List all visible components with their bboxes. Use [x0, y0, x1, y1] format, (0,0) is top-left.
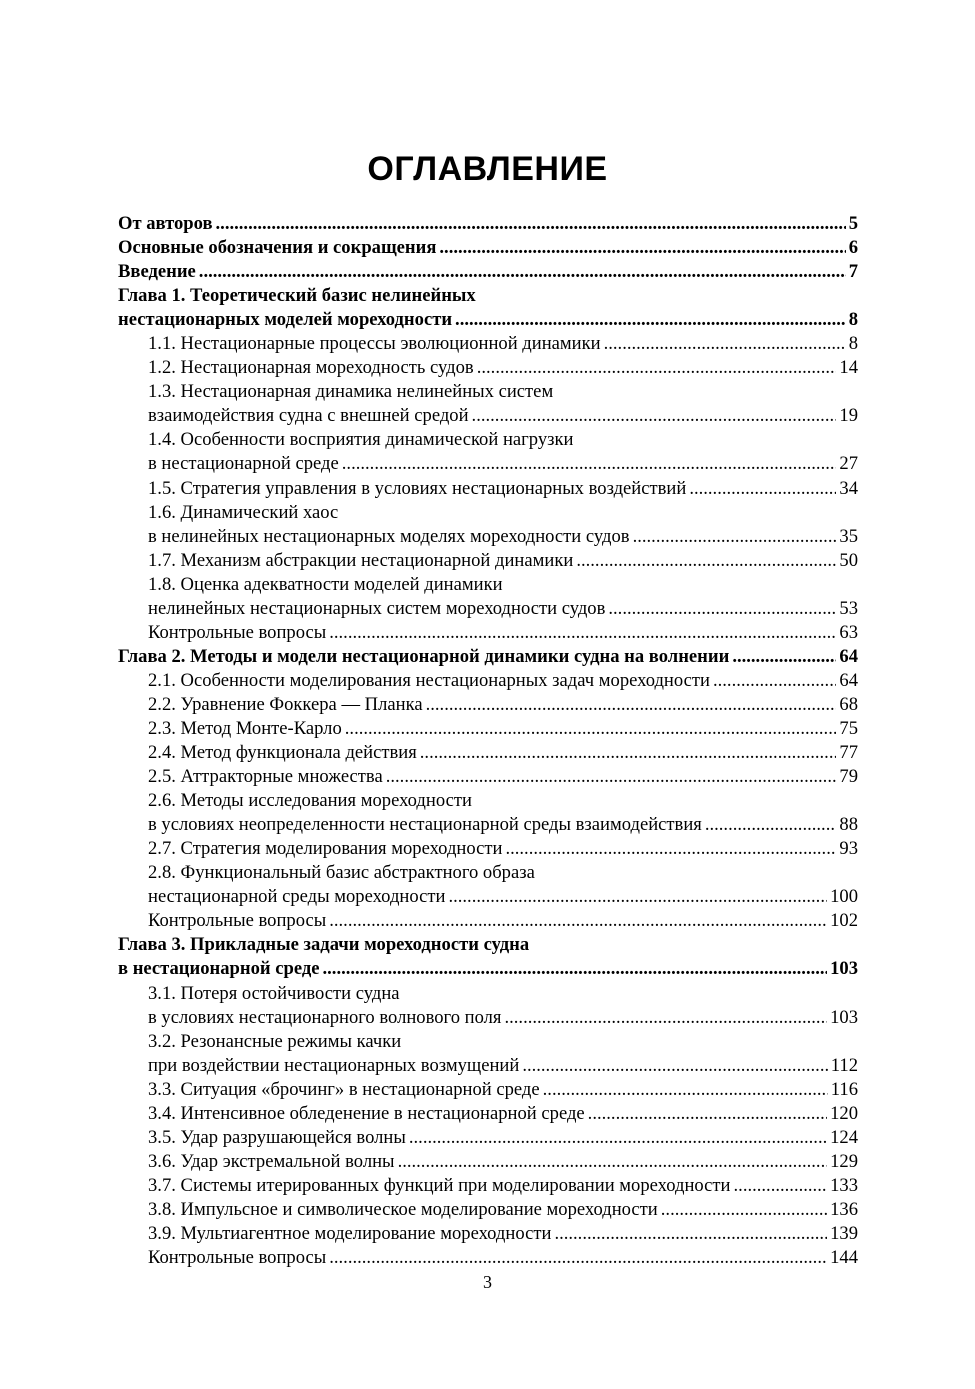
toc-entry	[118, 332, 858, 356]
toc-entry	[118, 597, 858, 621]
toc-dot-leader	[439, 236, 845, 260]
toc-dot-leader	[329, 1246, 827, 1270]
toc-dot-leader	[420, 741, 837, 765]
toc-entry-page: 7	[848, 261, 858, 283]
toc-entry-page: 64	[839, 669, 858, 691]
toc-dot-leader	[705, 813, 837, 837]
toc-entry-page: 100	[830, 886, 858, 908]
toc-entry	[118, 404, 858, 428]
toc-entry-page: 124	[830, 1126, 858, 1148]
toc-entry-title: в условиях неопределенности нестационарной среды взаимодействия	[148, 814, 702, 836]
toc-entry-title: 3.3. Ситуация «брочинг» в нестационарной среде	[148, 1078, 540, 1100]
toc-entry	[118, 1222, 858, 1246]
toc-entry-page: 34	[839, 477, 858, 499]
toc-entry	[118, 1246, 858, 1270]
toc-entry-continued	[118, 1030, 858, 1054]
toc-entry-title: 1.6. Динамический хаос	[148, 501, 339, 523]
toc-entry-continued	[118, 789, 858, 813]
toc-dot-leader	[398, 1150, 828, 1174]
toc-entry	[118, 765, 858, 789]
toc-entry-title: в нелинейных нестационарных моделях мореходности судов	[148, 525, 630, 547]
toc-entry-title: нелинейных нестационарных систем мореходности судов	[148, 597, 606, 619]
toc-entry-page: 120	[830, 1102, 858, 1124]
toc-entry	[118, 477, 858, 501]
toc-entry-title: Глава 3. Прикладные задачи мореходности судна	[118, 934, 530, 956]
toc-entry	[118, 1126, 858, 1150]
toc-entry-page: 35	[839, 525, 858, 547]
toc-entry	[118, 549, 858, 573]
toc-entry-title: нестационарных моделей мореходности	[118, 309, 453, 331]
toc-entry-title: 2.2. Уравнение Фоккера — Планка	[148, 693, 423, 715]
toc-entry	[118, 1198, 858, 1222]
toc-entry-title: 3.5. Удар разрушающейся волны	[148, 1126, 406, 1148]
toc-entry	[118, 452, 858, 476]
toc-entry-page: 93	[839, 838, 858, 860]
toc-dot-leader	[448, 885, 827, 909]
toc-entry-page: 8	[848, 309, 858, 331]
toc-entry-page: 136	[830, 1198, 858, 1220]
toc-entry-title: 2.3. Метод Монте-Карло	[148, 717, 342, 739]
toc-entry-page: 75	[839, 717, 858, 739]
toc-entry-title: 1.5. Стратегия управления в условиях нестационарных воздействий	[148, 477, 687, 499]
toc-entry	[118, 885, 858, 909]
toc-entry	[118, 837, 858, 861]
toc-entry-title: 3.6. Удар экстремальной волны	[148, 1150, 395, 1172]
toc-entry-title: Контрольные вопросы	[148, 621, 327, 643]
toc-dot-leader	[409, 1126, 827, 1150]
toc-dot-leader	[504, 1006, 827, 1030]
toc-entry-title: Глава 2. Методы и модели нестационарной динамики судна на волнении	[118, 645, 730, 667]
toc-entry	[118, 669, 858, 693]
toc-entry-title: 1.1. Нестационарные процессы эволюционной динамики	[148, 333, 601, 355]
toc-entry-page: 112	[830, 1054, 858, 1076]
toc-entry-title: 2.7. Стратегия моделирования мореходности	[148, 838, 503, 860]
toc-dot-leader	[734, 1174, 828, 1198]
toc-entry-continued	[118, 573, 858, 597]
toc-dot-leader	[342, 452, 837, 476]
toc-entry-page: 103	[830, 1006, 858, 1028]
toc-entry-title: 1.8. Оценка адекватности моделей динамики	[148, 573, 503, 595]
toc-entry-title: Контрольные вопросы	[148, 910, 327, 932]
toc-entry-page: 27	[839, 453, 858, 475]
toc-entry-page: 116	[830, 1078, 858, 1100]
toc-entry-title: 3.1. Потеря остойчивости судна	[148, 982, 400, 1004]
toc-entry-page: 19	[839, 405, 858, 427]
toc-entry	[118, 212, 858, 236]
toc-entry-continued	[118, 982, 858, 1006]
toc-entry-page: 14	[839, 357, 858, 379]
toc-entry	[118, 909, 858, 933]
toc-entry-title: 2.5. Аттракторные множества	[148, 766, 383, 788]
toc-entry-title: в нестационарной среде	[148, 453, 339, 475]
toc-dot-leader	[216, 212, 846, 236]
toc-entry	[118, 260, 858, 284]
toc-entry-title: 2.4. Метод функционала действия	[148, 742, 417, 764]
toc-entry-page: 50	[839, 549, 858, 571]
toc-entry-page: 6	[848, 237, 858, 259]
toc-dot-leader	[477, 356, 837, 380]
toc-dot-leader	[543, 1078, 828, 1102]
toc-entry-title: 1.2. Нестационарная мореходность судов	[148, 357, 474, 379]
page-title: ОГЛАВЛЕНИЕ	[367, 150, 608, 188]
toc-entry-page: 79	[839, 766, 858, 788]
toc-entry	[118, 356, 858, 380]
toc-entry	[118, 1150, 858, 1174]
toc-dot-leader	[732, 645, 836, 669]
toc-entry	[118, 1054, 858, 1078]
toc-dot-leader	[323, 957, 828, 981]
toc-entry-page: 63	[839, 621, 858, 643]
toc-entry-title: От авторов	[118, 213, 213, 234]
toc-entry-continued	[118, 380, 858, 404]
toc-entry-title: нестационарной среды мореходности	[148, 886, 446, 908]
toc-entry-continued	[118, 861, 858, 885]
toc-entry-continued	[118, 284, 858, 308]
toc-dot-leader	[661, 1198, 827, 1222]
toc-dot-leader	[633, 525, 837, 549]
toc-entry-title: 2.6. Методы исследования мореходности	[148, 790, 472, 812]
toc-entry	[118, 693, 858, 717]
toc-entry-title: Глава 1. Теоретический базис нелинейных	[118, 285, 476, 307]
toc-entry-page: 129	[830, 1150, 858, 1172]
toc-entry	[118, 621, 858, 645]
toc-entry	[118, 957, 858, 981]
toc-entry-title: в условиях нестационарного волнового поля	[148, 1006, 502, 1028]
toc-dot-leader	[455, 308, 846, 332]
toc-entry-title: 3.7. Системы итерированных функций при моделировании мореходности	[148, 1174, 731, 1196]
toc-entry-title: 3.2. Резонансные режимы качки	[148, 1030, 402, 1052]
toc-dot-leader	[426, 693, 837, 717]
table-of-contents	[118, 212, 858, 1270]
page-number: 3	[483, 1272, 492, 1292]
toc-entry-title: 1.3. Нестационарная динамика нелинейных систем	[148, 381, 554, 403]
toc-entry	[118, 1006, 858, 1030]
toc-entry-page: 77	[839, 742, 858, 764]
toc-entry-page: 8	[848, 333, 858, 355]
toc-entry	[118, 236, 858, 260]
toc-entry-page: 68	[839, 693, 858, 715]
toc-entry-page: 103	[830, 958, 858, 980]
toc-dot-leader	[345, 717, 837, 741]
toc-entry	[118, 1174, 858, 1198]
toc-entry	[118, 813, 858, 837]
toc-entry-title: 3.4. Интенсивное обледенение в нестационарной среде	[148, 1102, 585, 1124]
toc-entry-title: при воздействии нестационарных возмущений	[148, 1054, 520, 1076]
toc-dot-leader	[554, 1222, 827, 1246]
toc-dot-leader	[576, 549, 836, 573]
toc-entry-page: 102	[830, 910, 858, 932]
toc-entry-title: Введение	[118, 261, 196, 283]
toc-entry-page: 53	[839, 597, 858, 619]
toc-dot-leader	[689, 477, 836, 501]
toc-entry-title: 3.9. Мультиагентное моделирование мореходности	[148, 1222, 552, 1244]
toc-dot-leader	[522, 1054, 827, 1078]
toc-entry-title: 2.8. Функциональный базис абстрактного образа	[148, 862, 535, 884]
toc-dot-leader	[713, 669, 836, 693]
toc-entry-title: 3.8. Импульсное и символическое моделирование мореходности	[148, 1198, 658, 1220]
toc-entry-title: 1.7. Механизм абстракции нестационарной динамики	[148, 549, 574, 571]
toc-entry-page: 64	[839, 645, 858, 667]
toc-dot-leader	[329, 621, 836, 645]
toc-entry-continued	[118, 501, 858, 525]
toc-entry-title: 2.1. Особенности моделирования нестационарных задач мореходности	[148, 669, 710, 691]
toc-entry-continued	[118, 428, 858, 452]
toc-dot-leader	[588, 1102, 827, 1126]
toc-dot-leader	[329, 909, 827, 933]
toc-entry-title: 1.4. Особенности восприятия динамической нагрузки	[148, 429, 574, 451]
toc-entry-page: 139	[830, 1222, 858, 1244]
toc-dot-leader	[199, 260, 846, 284]
toc-dot-leader	[472, 404, 837, 428]
toc-entry	[118, 1102, 858, 1126]
toc-entry	[118, 717, 858, 741]
toc-entry-title: взаимодействия судна с внешней средой	[148, 405, 469, 427]
toc-dot-leader	[604, 332, 846, 356]
toc-entry-page: 88	[839, 814, 858, 836]
toc-entry-title: в нестационарной среде	[118, 958, 320, 980]
toc-entry-page: 133	[830, 1174, 858, 1196]
toc-entry	[118, 525, 858, 549]
toc-dot-leader	[608, 597, 836, 621]
toc-entry-title: Контрольные вопросы	[148, 1247, 327, 1269]
toc-entry-continued	[118, 933, 858, 957]
toc-entry-page: 144	[830, 1247, 858, 1269]
toc-entry-page: 5	[848, 213, 858, 234]
toc-entry	[118, 308, 858, 332]
toc-dot-leader	[386, 765, 837, 789]
toc-entry-title: Основные обозначения и сокращения	[118, 237, 437, 259]
toc-dot-leader	[505, 837, 836, 861]
toc-entry	[118, 1078, 858, 1102]
toc-entry	[118, 645, 858, 669]
toc-entry	[118, 741, 858, 765]
